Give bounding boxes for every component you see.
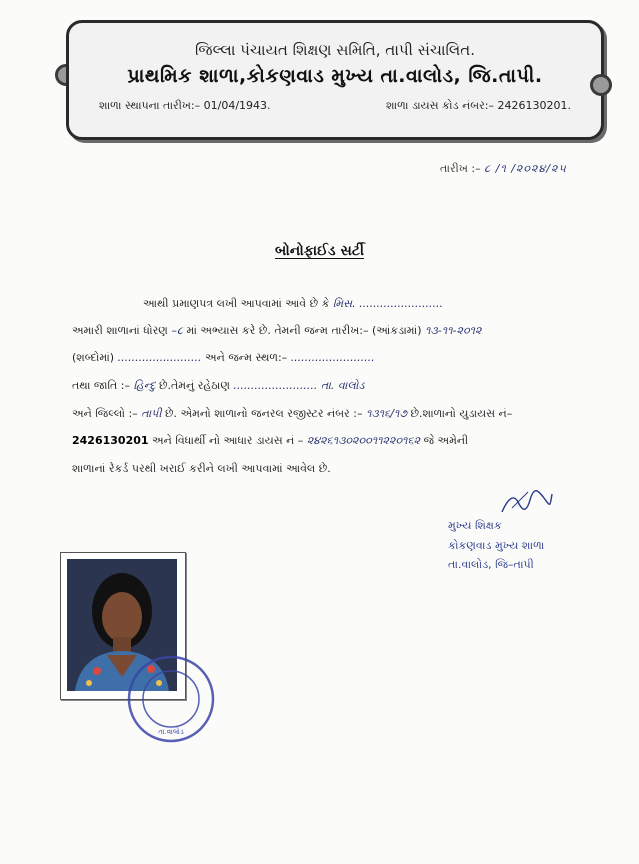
header-school-name: પ્રાથમિક શાળા,કોકણવાડ મુખ્ય તા.વાલોડ, જિ.તાપી. (127, 65, 543, 87)
line2-text: અમારી શાળાનાં ધોરણ (72, 324, 168, 337)
date-label: તારીખ :– (440, 162, 481, 175)
school-round-stamp (126, 654, 216, 744)
signatory-school: કોકણવાડ મુખ્ય શાળા (448, 539, 545, 552)
date-value: ૮ /૧ /૨૦૨૪/૨૫ (484, 162, 567, 175)
line7-text: શાળાનાં રેકર્ડ પરથી ખરાઈ કરીને લખી આપવામાં આવેલ છે. (72, 462, 331, 475)
body-line-7 (72, 462, 331, 476)
body-line-4 (72, 379, 364, 393)
header-founded-date: શાળા સ્થાપના તારીખ:– 01/04/1943. (99, 99, 271, 112)
header-committee: જિલ્લા પંચાયત શિક્ષણ સમિતિ, તાપી સંચાલિત. (195, 41, 475, 59)
stamp-bottom-text: તા.વાલોડ (158, 728, 184, 736)
signature-scribble (498, 488, 554, 518)
student-name-value: મિસ. ........................ (332, 297, 443, 310)
body-line-5 (72, 407, 512, 421)
header-meta-row (99, 99, 571, 113)
birth-date-value: ૧૩-૧૧-૨૦૧૨ (425, 324, 482, 337)
residence-value: ........................ તા. વાલોડ (233, 379, 365, 392)
line3-text: (શબ્દોમાં) (72, 351, 115, 364)
header-dise-code: શાળા ડાયસ કોડ નંબર:– 2426130201. (385, 99, 571, 112)
district-value: તાપી (141, 407, 162, 420)
line3-mid: અને જન્મ સ્થળ:– (205, 351, 288, 364)
date-line (440, 162, 567, 176)
line5-end: છે.શાળાનો યુડાયસ નં– (410, 407, 513, 420)
body-line-2 (72, 324, 481, 338)
birth-place-value: ........................ (290, 351, 375, 364)
body-line-3 (72, 351, 375, 365)
body-line-1 (143, 297, 443, 311)
aadhaar-dise-value: ૨૪૨૬૧૩૦૨૦૦૧૧૨૨૦૧૬૨ (306, 434, 421, 447)
line6-mid: અને વિધાર્થી નો આધાર ડાયસ નં – (152, 434, 304, 447)
standard-value: –૮ (171, 324, 183, 337)
register-number-value: ૧૩૧૬/૧૭ (365, 407, 407, 420)
line6-end: જે અમેની (423, 434, 469, 447)
udise-code: 2426130201 (72, 434, 149, 447)
letterhead (66, 20, 604, 140)
right-rivet-decoration (590, 74, 612, 96)
signatory-title: મુખ્ય શિક્ષક (448, 519, 502, 532)
line5-text: અને જિલ્લો :– (72, 407, 138, 420)
body-line-6 (72, 434, 468, 448)
birth-date-words-value: ........................ (117, 351, 202, 364)
signatory-place: તા.વાલોડ, જિ–તાપી (448, 558, 534, 571)
certificate-title-text: બોનોફાઈડ સર્ટી (275, 243, 364, 259)
caste-value: હિન્દુ (133, 379, 156, 392)
certificate-title (0, 243, 639, 259)
line2-mid: માં અભ્યાસ કરે છે. તેમની જન્મ તારીખ:– (આંકડામાં) (186, 324, 422, 337)
line5-mid: છે. એમનો શાળાનો જનરલ રજીસ્ટર નંબર :– (164, 407, 363, 420)
line4-mid: છે.તેમનું રહેઠાણ (158, 379, 230, 392)
line4-text: તથા જાતિ :– (72, 379, 130, 392)
line1-text: આથી પ્રમાણપત્ર લખી આપવામાં આવે છે કે (143, 297, 330, 310)
